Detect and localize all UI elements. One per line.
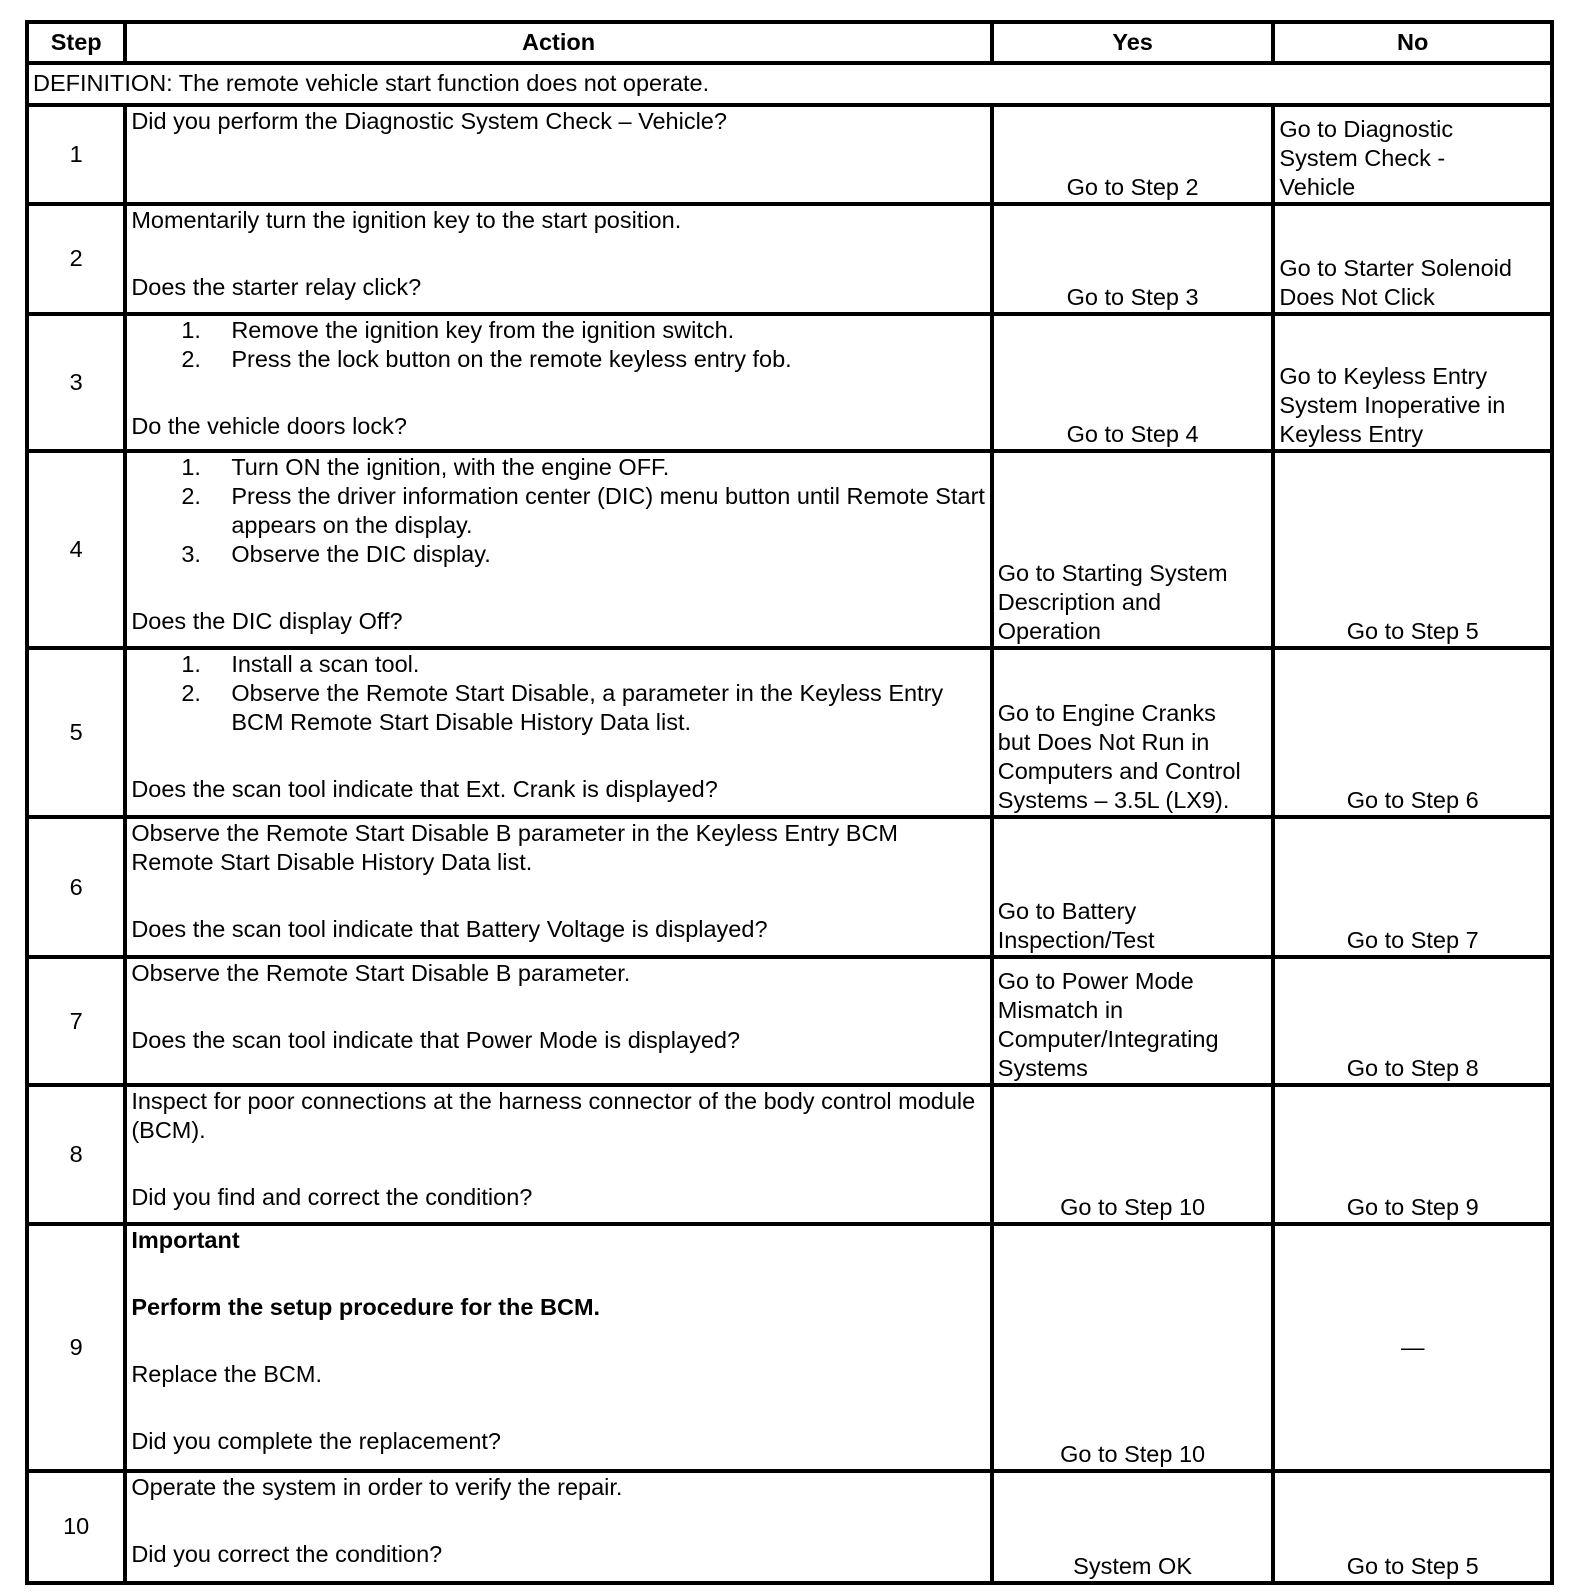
action-cell	[125, 204, 991, 314]
yes-cell: Go to Step 3	[992, 204, 1274, 314]
header-action: Action	[125, 22, 991, 63]
yes-line: Mismatch in	[997, 997, 1124, 1024]
action-cell	[125, 1471, 991, 1583]
no-cell: Go to Step 8	[1273, 957, 1552, 1085]
no-line: Does Not Click	[1279, 283, 1435, 310]
definition-text: DEFINITION: The remote vehicle start function does not operate.	[27, 63, 1552, 105]
header-row	[27, 22, 1552, 63]
step-number: 4	[27, 451, 125, 648]
yes-line: Go to Battery	[997, 898, 1137, 925]
action-question: Does the starter relay click?	[131, 273, 422, 300]
yes-line: Computers and Control	[997, 758, 1241, 785]
step-number: 6	[27, 817, 125, 957]
action-question: Does the scan tool indicate that Power Mode is displayed?	[131, 1027, 741, 1054]
yes-cell: Go to Step 10	[992, 1085, 1274, 1224]
step-number: 5	[27, 648, 125, 817]
header-yes: Yes	[992, 22, 1274, 63]
list-item	[131, 316, 985, 345]
list-item	[131, 650, 985, 679]
step-number: 3	[27, 314, 125, 452]
yes-line: Go to Power Mode	[997, 968, 1194, 995]
action-intro: Observe the Remote Start Disable B parameter.	[131, 960, 631, 987]
no-line: Go to Keyless Entry	[1279, 363, 1488, 390]
list-number: 2.	[181, 345, 201, 372]
header-no: No	[1273, 22, 1552, 63]
yes-cell: Go to Step 4	[992, 314, 1274, 452]
table-row-step-10	[27, 1471, 1552, 1583]
action-question: Did you find and correct the condition?	[131, 1184, 533, 1211]
action-cell	[125, 451, 991, 648]
list-number: 1.	[181, 651, 201, 678]
no-cell: Go to Step 5	[1273, 451, 1552, 648]
action-intro: Replace the BCM.	[131, 1361, 323, 1388]
action-question: Does the DIC display Off?	[131, 608, 403, 635]
step-number: 9	[27, 1224, 125, 1471]
table-row-step-4	[27, 451, 1552, 648]
action-intro: Inspect for poor connections at the harness connector of the body control module (BCM).	[131, 1088, 976, 1144]
table-row-step-5	[27, 648, 1552, 817]
list-text: Press the lock button on the remote keyless entry fob.	[231, 345, 792, 372]
no-cell: Go to Step 9	[1273, 1085, 1552, 1224]
list-item	[131, 453, 985, 482]
yes-cell: Go to Step 10	[992, 1224, 1274, 1471]
definition-row	[27, 63, 1552, 105]
no-cell	[1273, 314, 1552, 452]
list-number: 2.	[181, 483, 201, 510]
yes-line: Description and	[997, 589, 1162, 616]
yes-cell	[992, 451, 1274, 648]
diagnostic-table-document	[25, 20, 1554, 1585]
no-cell	[1273, 105, 1552, 204]
yes-line: Inspection/Test	[997, 927, 1155, 954]
yes-line: Go to Starting System	[997, 560, 1228, 587]
action-cell	[125, 1224, 991, 1471]
no-line: System Inoperative in	[1279, 392, 1506, 419]
diagnostic-table	[25, 20, 1554, 1585]
no-cell: Go to Step 6	[1273, 648, 1552, 817]
action-cell	[125, 648, 991, 817]
table-row-step-2	[27, 204, 1552, 314]
no-cell	[1273, 204, 1552, 314]
table-row-step-8	[27, 1085, 1552, 1224]
list-item	[131, 540, 985, 569]
action-cell	[125, 957, 991, 1085]
yes-cell	[992, 957, 1274, 1085]
action-intro: Observe the Remote Start Disable B parameter in the Keyless Entry BCM Remote Start Disable History Data list.	[131, 820, 898, 876]
list-text: Install a scan tool.	[231, 651, 420, 678]
no-line: Keyless Entry	[1279, 421, 1424, 448]
list-text: Remove the ignition key from the ignition switch.	[231, 316, 735, 343]
table-row-step-9	[27, 1224, 1552, 1471]
step-number: 1	[27, 105, 125, 204]
list-text: Observe the DIC display.	[231, 541, 491, 568]
table-row-step-1	[27, 105, 1552, 204]
action-intro: Operate the system in order to verify the repair.	[131, 1473, 623, 1500]
no-cell: Go to Step 7	[1273, 817, 1552, 957]
list-number: 2.	[181, 680, 201, 707]
action-cell	[125, 817, 991, 957]
no-line: Go to Diagnostic	[1279, 115, 1454, 142]
action-question: Did you perform the Diagnostic System Check – Vehicle?	[131, 107, 727, 134]
action-question: Do the vehicle doors lock?	[131, 412, 407, 439]
list-item	[131, 345, 985, 374]
table-row-step-7	[27, 957, 1552, 1085]
no-cell: —	[1273, 1224, 1552, 1471]
yes-line: Operation	[997, 618, 1101, 645]
yes-cell	[992, 648, 1274, 817]
action-intro: Momentarily turn the ignition key to the start position.	[131, 206, 682, 233]
yes-cell	[992, 817, 1274, 957]
no-line: Go to Starter Solenoid	[1279, 254, 1512, 281]
yes-line: Systems – 3.5L (LX9).	[997, 787, 1230, 814]
yes-line: Go to Engine Cranks	[997, 700, 1216, 727]
yes-line: but Does Not Run in	[997, 729, 1210, 756]
step-number: 8	[27, 1085, 125, 1224]
action-question: Does the scan tool indicate that Ext. Crank is displayed?	[131, 776, 718, 803]
step-number: 2	[27, 204, 125, 314]
action-list	[131, 316, 985, 374]
list-number: 1.	[181, 316, 201, 343]
yes-cell: Go to Step 2	[992, 105, 1274, 204]
action-cell	[125, 314, 991, 452]
yes-line: Computer/Integrating	[997, 1026, 1219, 1053]
no-line: System Check -	[1279, 144, 1446, 171]
action-question: Does the scan tool indicate that Battery Voltage is displayed?	[131, 916, 768, 943]
yes-cell: System OK	[992, 1471, 1274, 1583]
yes-line: Systems	[997, 1055, 1088, 1082]
list-item	[131, 679, 985, 737]
important-text: Perform the setup procedure for the BCM.	[131, 1294, 601, 1321]
action-list	[131, 453, 985, 569]
action-question: Did you correct the condition?	[131, 1540, 443, 1567]
action-cell	[125, 1085, 991, 1224]
table-row-step-3	[27, 314, 1552, 452]
no-cell: Go to Step 5	[1273, 1471, 1552, 1583]
list-number: 1.	[181, 454, 201, 481]
list-text: Turn ON the ignition, with the engine OFF.	[231, 454, 670, 481]
header-step: Step	[27, 22, 125, 63]
no-line: Vehicle	[1279, 173, 1356, 200]
list-number: 3.	[181, 541, 201, 568]
step-number: 10	[27, 1471, 125, 1583]
action-cell	[125, 105, 991, 204]
list-text: Observe the Remote Start Disable, a parameter in the Keyless Entry BCM Remote Start Disable History Data list.	[231, 680, 944, 736]
action-list	[131, 650, 985, 737]
important-heading: Important	[131, 1227, 240, 1254]
table-row-step-6	[27, 817, 1552, 957]
action-question: Did you complete the replacement?	[131, 1428, 501, 1455]
step-number: 7	[27, 957, 125, 1085]
list-item	[131, 482, 985, 540]
list-text: Press the driver information center (DIC) menu button until Remote Start appears on the display.	[231, 483, 985, 539]
